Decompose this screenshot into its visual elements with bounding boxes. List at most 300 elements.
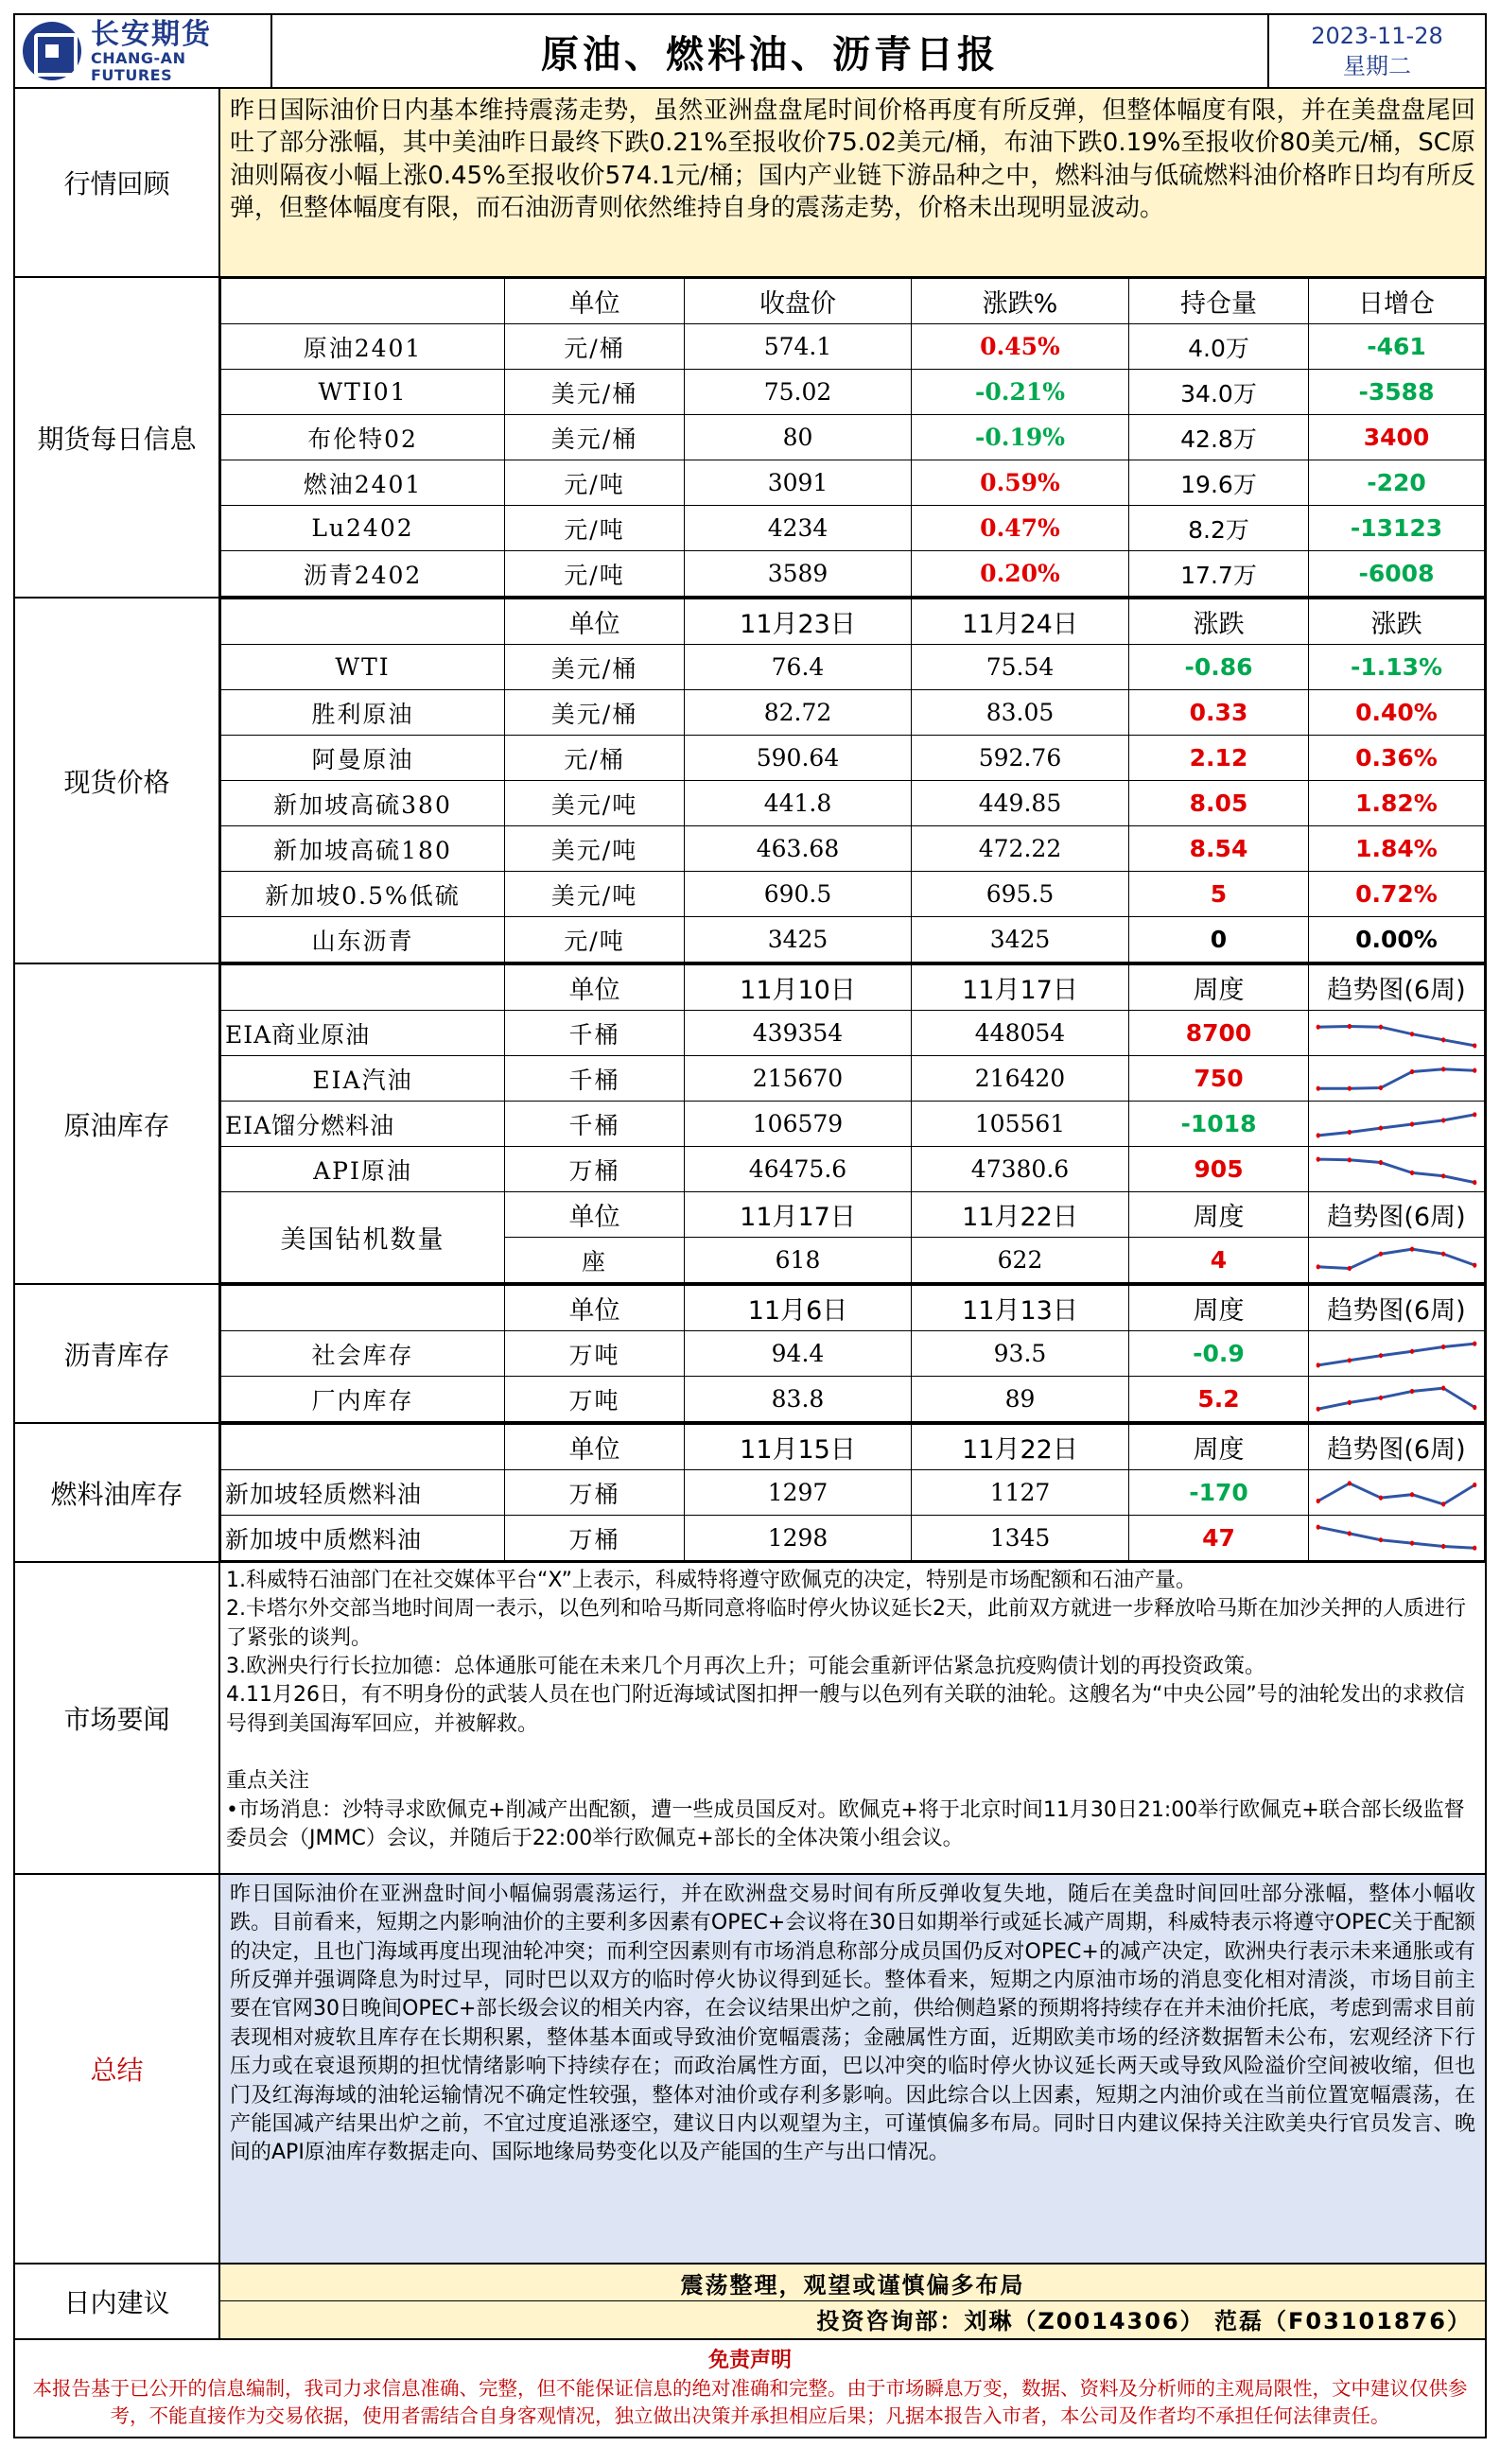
- trend-line: [1318, 1159, 1475, 1183]
- trend-line: [1318, 1068, 1475, 1087]
- summary-text: 昨日国际油价在亚洲盘时间小幅偏弱震荡运行，并在欧洲盘交易时间有所反弹收复失地，随后在美盘时间回吐部分涨幅，整体小幅收跌。目前看来，短期之内影响油价的主要利多因素有OPEC+会议将在30日如期举行或延长减产周期，科威特表示将遵守OPEC关于配额的决定，且也门海域再度出现油轮冲突；而利空因素则有市场消息称部分成员国仍反对OPEC+的减产决定，欧洲央行表示未来通胀或有所反弹并强调降息为时过早，同时巴以双方的临时停火协议得到延长。整体看来，短期之内原油市场的消息变化相对清淡，市场目前主要在官网30日晚间OPEC+部长级会议的相关内容，在会议结果出炉之前，供给侧趋紧的预期将持续存在并未油价托底，考虑到需求目前表现相对疲软且库存在长期积累，整体基本面或导致油价宽幅震荡；金融属性方面，近期欧美市场的经济数据暂未公布，宏观经济下行压力或在衰退预期的担忧情绪影响下持续存在；而政治属性方面，巴以冲突的临时停火协议延长两天或导致风险溢价空间被收缩，但也门及红海海域的油轮运输情况不确定性较强，整体对油价或存利多影响。因此综合以上因素，短期之内油价或在当前位置宽幅震荡，在产能国减产结果出炉之前，不宜过度追涨逐空，建议日内以观望为主，可谨慎偏多布局。同时日内建议保持关注欧美央行官员发言、晚间的API原油库存数据走向、国际地缘局势变化以及产能国的生产与出口情况。: [220, 1875, 1485, 2263]
- price-day-1: 3425: [685, 917, 912, 963]
- column-header: 单位: [505, 1425, 685, 1470]
- price-change-percent: 0.72%: [1309, 872, 1485, 917]
- open-interest: 8.2万: [1129, 506, 1309, 551]
- column-header: 趋势图(6周): [1309, 1192, 1485, 1238]
- trend-point-5: [1441, 1251, 1445, 1256]
- price-day-2: 75.54: [912, 645, 1129, 690]
- inventory-name: EIA汽油: [221, 1056, 505, 1102]
- daily-oi-change: -461: [1309, 324, 1485, 370]
- product-name: 山东沥青: [221, 917, 505, 963]
- fuel-inventory-label: 燃料油库存: [15, 1424, 220, 1561]
- trend-point-6: [1473, 1180, 1476, 1185]
- trend-sparkline: [1309, 1102, 1484, 1146]
- price-change-percent: 1.82%: [1309, 781, 1485, 826]
- trend-point-4: [1410, 1348, 1414, 1353]
- futures-table: [220, 278, 1485, 597]
- price-change: 8.05: [1129, 781, 1309, 826]
- table-row: [221, 872, 1485, 917]
- trend-point-3: [1379, 1353, 1383, 1358]
- report-weekday: 星期二: [1343, 53, 1411, 79]
- unit: 元/吨: [505, 460, 685, 506]
- trend-sparkline: [1309, 1012, 1484, 1055]
- inventory-week-2: 89: [912, 1377, 1129, 1422]
- trend-sparkline: [1309, 1517, 1484, 1560]
- trend-chart-cell: [1309, 1377, 1485, 1422]
- intraday-advice-label: 日内建议: [15, 2264, 220, 2338]
- table-row: [221, 324, 1485, 370]
- open-interest: 34.0万: [1129, 370, 1309, 415]
- inventory-name: API原油: [221, 1147, 505, 1192]
- product-name: 新加坡高硫380: [221, 781, 505, 826]
- column-header: [221, 279, 505, 324]
- intraday-advice-text: 震荡整理，观望或谨慎偏多布局: [680, 2271, 1025, 2299]
- trend-line: [1318, 1026, 1475, 1045]
- price-day-2: 449.85: [912, 781, 1129, 826]
- futures-header-row: [221, 279, 1485, 324]
- price-change-percent: 0.00%: [1309, 917, 1485, 963]
- consultant-info: 投资咨询部：刘琳（Z0014306） 范磊（F03101876）: [220, 2300, 1485, 2336]
- weekly-change: -1018: [1129, 1102, 1309, 1147]
- trend-point-4: [1410, 1121, 1414, 1126]
- daily-oi-change: -220: [1309, 460, 1485, 506]
- price-day-1: 463.68: [685, 826, 912, 872]
- disclaimer-text: 本报告基于已公开的信息编制，我司力求信息准确、完整，但不能保证信息的绝对准确和完整。由于市场瞬息万变，数据、资料及分析师的主观局限性，文中建议仅供参考，不能直接作为交易依据，使用者需结合自身客观情况，独立做出决策并承担相应后果；凡据本报告入市者，本公司及作者均不承担任何法律责任。: [32, 2377, 1468, 2427]
- column-header: 持仓量: [1129, 279, 1309, 324]
- price-change-percent: 0.40%: [1309, 690, 1485, 736]
- column-header: 11月15日: [685, 1425, 912, 1470]
- product-name: 新加坡0.5%低硫: [221, 872, 505, 917]
- contract-name: Lu2402: [221, 506, 505, 551]
- contract-name: 燃油2401: [221, 460, 505, 506]
- logo-chinese-name: 长安期货: [91, 17, 212, 51]
- trend-point-4: [1410, 1170, 1414, 1174]
- trend-point-3: [1379, 1024, 1383, 1029]
- inventory-week-1: 439354: [685, 1011, 912, 1056]
- trend-point-2: [1348, 1358, 1352, 1362]
- trend-point-3: [1379, 1251, 1383, 1256]
- crude-inventory-table: [220, 964, 1485, 1283]
- change-percent: -0.21%: [912, 370, 1129, 415]
- trend-point-6: [1473, 1341, 1476, 1345]
- table-row: [221, 551, 1485, 597]
- inventory-week-1: 215670: [685, 1056, 912, 1102]
- price-change: 2.12: [1129, 736, 1309, 781]
- trend-chart-cell: [1309, 1470, 1485, 1516]
- table-row: [221, 1147, 1485, 1192]
- trend-chart-cell: [1309, 1516, 1485, 1561]
- table-row: [221, 1011, 1485, 1056]
- price-change: 5: [1129, 872, 1309, 917]
- news-item-1: 1.科威特石油部门在社交媒体平台“X”上表示，科威特将遵守欧佩克的决定，特别是市场配额和石油产量。: [226, 1569, 1196, 1592]
- asphalt-inventory-section: [13, 1285, 1487, 1424]
- market-review-section: [13, 89, 1487, 278]
- change-percent: 0.20%: [912, 551, 1129, 597]
- open-interest: 4.0万: [1129, 324, 1309, 370]
- price-day-2: 3425: [912, 917, 1129, 963]
- unit: 美元/吨: [505, 872, 685, 917]
- unit: 万桶: [505, 1470, 685, 1516]
- company-logo: [15, 15, 272, 87]
- trend-sparkline: [1309, 1332, 1484, 1376]
- price-day-2: 83.05: [912, 690, 1129, 736]
- inventory-name: EIA馏分燃料油: [221, 1102, 505, 1147]
- market-news-section: [13, 1563, 1487, 1875]
- table-row: [221, 415, 1485, 460]
- trend-line: [1318, 1388, 1475, 1409]
- column-header: 单位: [505, 279, 685, 324]
- trend-point-4: [1410, 1540, 1414, 1545]
- column-header: 单位: [505, 965, 685, 1011]
- spot-price-section: [13, 599, 1487, 964]
- unit: 座: [505, 1238, 685, 1283]
- table-row: [221, 736, 1485, 781]
- price-change: 0: [1129, 917, 1309, 963]
- trend-chart-cell: [1309, 1331, 1485, 1377]
- change-percent: -0.19%: [912, 415, 1129, 460]
- unit: 千桶: [505, 1011, 685, 1056]
- asphalt-inventory-header-row: [221, 1286, 1485, 1331]
- report-title: 原油、燃料油、沥青日报: [541, 32, 999, 77]
- trend-chart-cell: [1309, 1056, 1485, 1102]
- trend-point-5: [1441, 1385, 1445, 1390]
- trend-point-6: [1473, 1545, 1476, 1550]
- close-price: 4234: [685, 506, 912, 551]
- price-change: 0.33: [1129, 690, 1309, 736]
- inventory-week-1: 1297: [685, 1470, 912, 1516]
- table-row: [221, 1056, 1485, 1102]
- rig-count-week-1: 618: [685, 1238, 912, 1283]
- inventory-week-1: 106579: [685, 1102, 912, 1147]
- trend-chart-cell: [1309, 1238, 1485, 1283]
- contract-name: WTI01: [221, 370, 505, 415]
- news-item-4: 4.11月26日，有不明身份的武装人员在也门附近海域试图扣押一艘与以色列有关联的油轮。这艘名为“中央公园”号的油轮发出的求救信号得到美国海军回应，并被解救。: [226, 1683, 1465, 1736]
- column-header: 11月22日: [912, 1192, 1129, 1238]
- inventory-week-1: 46475.6: [685, 1147, 912, 1192]
- trend-point-5: [1441, 1118, 1445, 1122]
- logo-english-name: CHANG-AN FUTURES: [91, 48, 186, 84]
- price-day-2: 472.22: [912, 826, 1129, 872]
- trend-point-2: [1348, 1481, 1352, 1485]
- unit: 万桶: [505, 1147, 685, 1192]
- change-percent: 0.47%: [912, 506, 1129, 551]
- column-header: 11月10日: [685, 965, 912, 1011]
- rig-count-week-2: 622: [912, 1238, 1129, 1283]
- column-header: 收盘价: [685, 279, 912, 324]
- open-interest: 42.8万: [1129, 415, 1309, 460]
- trend-point-1: [1317, 1264, 1320, 1269]
- column-header: 涨跌%: [912, 279, 1129, 324]
- intraday-advice-section: [13, 2264, 1487, 2340]
- spot-price-label: 现货价格: [15, 599, 220, 963]
- change-percent: 0.59%: [912, 460, 1129, 506]
- weekly-change: 8700: [1129, 1011, 1309, 1056]
- column-header: 周度: [1129, 1286, 1309, 1331]
- fuel-inventory-section: [13, 1424, 1487, 1563]
- trend-point-4: [1410, 1032, 1414, 1036]
- trend-point-5: [1441, 1173, 1445, 1178]
- trend-point-4: [1410, 1388, 1414, 1393]
- product-name: 阿曼原油: [221, 736, 505, 781]
- close-price: 80: [685, 415, 912, 460]
- price-day-1: 441.8: [685, 781, 912, 826]
- column-header: 周度: [1129, 1425, 1309, 1470]
- daily-oi-change: 3400: [1309, 415, 1485, 460]
- table-row: [221, 781, 1485, 826]
- inventory-name: EIA商业原油: [221, 1011, 505, 1056]
- report-header: [13, 13, 1487, 89]
- trend-sparkline: [1309, 1378, 1484, 1421]
- trend-point-2: [1348, 1265, 1352, 1270]
- column-header: 11月22日: [912, 1425, 1129, 1470]
- report-date-block: [1267, 15, 1485, 87]
- trend-point-6: [1473, 1043, 1476, 1048]
- market-news-content: [220, 1563, 1485, 1873]
- inventory-week-2: 1345: [912, 1516, 1129, 1561]
- column-header: 单位: [505, 599, 685, 645]
- spot-header-row: [221, 599, 1485, 645]
- price-change-percent: 0.36%: [1309, 736, 1485, 781]
- table-row: [221, 690, 1485, 736]
- rig-count-name: 美国钻机数量: [221, 1192, 505, 1283]
- trend-chart-cell: [1309, 1011, 1485, 1056]
- news-item-3: 3.欧洲央行行长拉加德：总体通胀可能在未来几个月再次上升；可能会重新评估紧急抗疫购债计划的再投资政策。: [226, 1655, 1265, 1679]
- trend-point-3: [1379, 1159, 1383, 1164]
- unit: 元/桶: [505, 736, 685, 781]
- trend-line: [1318, 1114, 1475, 1135]
- table-row: [221, 460, 1485, 506]
- trend-point-3: [1379, 1085, 1383, 1089]
- unit: 美元/桶: [505, 690, 685, 736]
- asphalt-inventory-label: 沥青库存: [15, 1285, 220, 1422]
- trend-point-2: [1348, 1129, 1352, 1134]
- table-row: [221, 1102, 1485, 1147]
- column-header: 趋势图(6周): [1309, 965, 1485, 1011]
- news-item-2: 2.卡塔尔外交部当地时间周一表示，以色列和哈马斯同意将临时停火协议延长2天，此前双方就进一步释放哈马斯在加沙关押的人质进行了紧张的谈判。: [226, 1597, 1466, 1650]
- inventory-name: 新加坡中质燃料油: [221, 1516, 505, 1561]
- asphalt-inventory-table: [220, 1285, 1485, 1422]
- trend-point-6: [1473, 1112, 1476, 1117]
- close-price: 574.1: [685, 324, 912, 370]
- trend-point-2: [1348, 1399, 1352, 1404]
- report-page: [13, 13, 1487, 2438]
- trend-point-5: [1441, 1067, 1445, 1071]
- unit: 美元/桶: [505, 645, 685, 690]
- inventory-week-2: 1127: [912, 1470, 1129, 1516]
- column-header: 涨跌: [1309, 599, 1485, 645]
- column-header: [221, 965, 505, 1011]
- inventory-week-1: 1298: [685, 1516, 912, 1561]
- column-header: 日增仓: [1309, 279, 1485, 324]
- table-row: [221, 917, 1485, 963]
- price-change-percent: 1.84%: [1309, 826, 1485, 872]
- trend-sparkline: [1309, 1239, 1484, 1282]
- trend-point-3: [1379, 1537, 1383, 1542]
- trend-point-6: [1473, 1067, 1476, 1072]
- spot-price-table: [220, 599, 1485, 963]
- column-header: 11月23日: [685, 599, 912, 645]
- unit: 元/吨: [505, 551, 685, 597]
- inventory-week-2: 448054: [912, 1011, 1129, 1056]
- trend-point-2: [1348, 1531, 1352, 1536]
- column-header: 单位: [505, 1192, 685, 1238]
- column-header: 趋势图(6周): [1309, 1286, 1485, 1331]
- trend-line: [1318, 1483, 1475, 1503]
- fuel-inventory-table: [220, 1424, 1485, 1561]
- trend-sparkline: [1309, 1057, 1484, 1101]
- trend-point-2: [1348, 1085, 1352, 1090]
- change-percent: 0.45%: [912, 324, 1129, 370]
- table-row: [221, 370, 1485, 415]
- summary-label: 总结: [15, 1875, 220, 2263]
- inventory-week-2: 93.5: [912, 1331, 1129, 1377]
- unit: 美元/桶: [505, 370, 685, 415]
- inventory-name: 新加坡轻质燃料油: [221, 1470, 505, 1516]
- table-row: [221, 1377, 1485, 1422]
- price-day-1: 82.72: [685, 690, 912, 736]
- weekly-change: 5.2: [1129, 1377, 1309, 1422]
- column-header: 11月24日: [912, 599, 1129, 645]
- column-header: 11月13日: [912, 1286, 1129, 1331]
- column-header: 11月6日: [685, 1286, 912, 1331]
- trend-point-3: [1379, 1495, 1383, 1500]
- contract-name: 沥青2402: [221, 551, 505, 597]
- column-header: 周度: [1129, 1192, 1309, 1238]
- price-change: -0.86: [1129, 645, 1309, 690]
- crude-inventory-label: 原油库存: [15, 964, 220, 1283]
- trend-point-5: [1441, 1037, 1445, 1042]
- close-price: 3589: [685, 551, 912, 597]
- close-price: 3091: [685, 460, 912, 506]
- price-day-2: 695.5: [912, 872, 1129, 917]
- daily-oi-change: -6008: [1309, 551, 1485, 597]
- trend-sparkline: [1309, 1148, 1484, 1191]
- trend-point-1: [1317, 1524, 1320, 1529]
- trend-point-1: [1317, 1362, 1320, 1367]
- contract-name: 布伦特02: [221, 415, 505, 460]
- unit: 元/吨: [505, 506, 685, 551]
- price-day-1: 590.64: [685, 736, 912, 781]
- trend-point-2: [1348, 1157, 1352, 1162]
- weekly-change: 905: [1129, 1147, 1309, 1192]
- trend-chart-cell: [1309, 1147, 1485, 1192]
- unit: 元/吨: [505, 917, 685, 963]
- trend-sparkline: [1309, 1471, 1484, 1515]
- futures-label: 期货每日信息: [15, 278, 220, 597]
- trend-point-1: [1317, 1024, 1320, 1029]
- table-row: [221, 506, 1485, 551]
- product-name: WTI: [221, 645, 505, 690]
- trend-point-2: [1348, 1023, 1352, 1028]
- trend-point-5: [1441, 1501, 1445, 1506]
- open-interest: 17.7万: [1129, 551, 1309, 597]
- close-price: 75.02: [685, 370, 912, 415]
- column-header: 周度: [1129, 965, 1309, 1011]
- market-news-label: 市场要闻: [15, 1563, 220, 1873]
- trend-point-6: [1473, 1262, 1476, 1267]
- column-header: 涨跌: [1129, 599, 1309, 645]
- inventory-name: 厂内库存: [221, 1377, 505, 1422]
- inventory-week-2: 105561: [912, 1102, 1129, 1147]
- product-name: 胜利原油: [221, 690, 505, 736]
- trend-line: [1318, 1344, 1475, 1365]
- trend-line: [1318, 1527, 1475, 1548]
- trend-point-1: [1317, 1498, 1320, 1502]
- trend-point-5: [1441, 1344, 1445, 1348]
- column-header: 11月17日: [685, 1192, 912, 1238]
- table-row: [221, 826, 1485, 872]
- market-review-label: 行情回顾: [15, 89, 220, 276]
- trend-point-6: [1473, 1482, 1476, 1486]
- market-review-text: 昨日国际油价日内基本维持震荡走势，虽然亚洲盘盘尾时间价格再度有所反弹，但整体幅度有限，并在美盘盘尾回吐了部分涨幅，其中美油昨日最终下跌0.21%至报收价75.02美元/桶，布油下跌0.19%至报收价80美元/桶，SC原油则隔夜小幅上涨0.45%至报收价574.1元/桶；国内产业链下游品种之中，燃料油与低硫燃料油价格昨日均有所反弹，但整体幅度有限，而石油沥青则依然维持自身的震荡走势，价格未出现明显波动。: [220, 89, 1485, 276]
- column-header: 11月17日: [912, 965, 1129, 1011]
- product-name: 新加坡高硫180: [221, 826, 505, 872]
- unit: 千桶: [505, 1102, 685, 1147]
- table-row: [221, 1470, 1485, 1516]
- unit: 元/桶: [505, 324, 685, 370]
- trend-point-3: [1379, 1125, 1383, 1130]
- trend-point-3: [1379, 1395, 1383, 1399]
- trend-point-6: [1473, 1404, 1476, 1409]
- disclaimer-title: 免责声明: [707, 2349, 792, 2372]
- fuel-inventory-header-row: [221, 1425, 1485, 1470]
- inventory-week-1: 94.4: [685, 1331, 912, 1377]
- price-day-1: 76.4: [685, 645, 912, 690]
- weekly-change: 4: [1129, 1238, 1309, 1283]
- contract-name: 原油2401: [221, 324, 505, 370]
- unit: 美元/桶: [505, 415, 685, 460]
- trend-point-1: [1317, 1156, 1320, 1161]
- trend-point-4: [1410, 1068, 1414, 1073]
- trend-point-1: [1317, 1085, 1320, 1090]
- unit: 万桶: [505, 1516, 685, 1561]
- daily-oi-change: -3588: [1309, 370, 1485, 415]
- column-header: [221, 1286, 505, 1331]
- crude-inventory-header-row: [221, 965, 1485, 1011]
- price-day-1: 690.5: [685, 872, 912, 917]
- open-interest: 19.6万: [1129, 460, 1309, 506]
- crude-inventory-section: [13, 964, 1487, 1285]
- weekly-change: -0.9: [1129, 1331, 1309, 1377]
- trend-point-1: [1317, 1133, 1320, 1137]
- trend-line: [1318, 1249, 1475, 1268]
- trend-point-5: [1441, 1543, 1445, 1548]
- rig-count-header-row: [221, 1192, 1485, 1238]
- column-header: [221, 599, 505, 645]
- column-header: [221, 1425, 505, 1470]
- table-row: [221, 1331, 1485, 1377]
- weekly-change: 47: [1129, 1516, 1309, 1561]
- weekly-change: 750: [1129, 1056, 1309, 1102]
- unit: 千桶: [505, 1056, 685, 1102]
- logo-emblem-icon: [23, 22, 81, 80]
- unit: 美元/吨: [505, 781, 685, 826]
- inventory-week-2: 216420: [912, 1056, 1129, 1102]
- trend-chart-cell: [1309, 1102, 1485, 1147]
- price-change-percent: -1.13%: [1309, 645, 1485, 690]
- inventory-week-1: 83.8: [685, 1377, 912, 1422]
- report-date: 2023-11-28: [1311, 22, 1443, 49]
- unit: 万吨: [505, 1377, 685, 1422]
- inventory-week-2: 47380.6: [912, 1147, 1129, 1192]
- column-header: 趋势图(6周): [1309, 1425, 1485, 1470]
- trend-point-4: [1410, 1246, 1414, 1251]
- trend-point-1: [1317, 1406, 1320, 1411]
- focus-text: •市场消息：沙特寻求欧佩克+削减产出配额，遭一些成员国反对。欧佩克+将于北京时间11月30日21:00举行欧佩克+联合部长级监督委员会（JMMC）会议，并随后于22:00举行欧佩克+部长的全体决策小组会议。: [226, 1797, 1465, 1850]
- daily-oi-change: -13123: [1309, 506, 1485, 551]
- unit: 美元/吨: [505, 826, 685, 872]
